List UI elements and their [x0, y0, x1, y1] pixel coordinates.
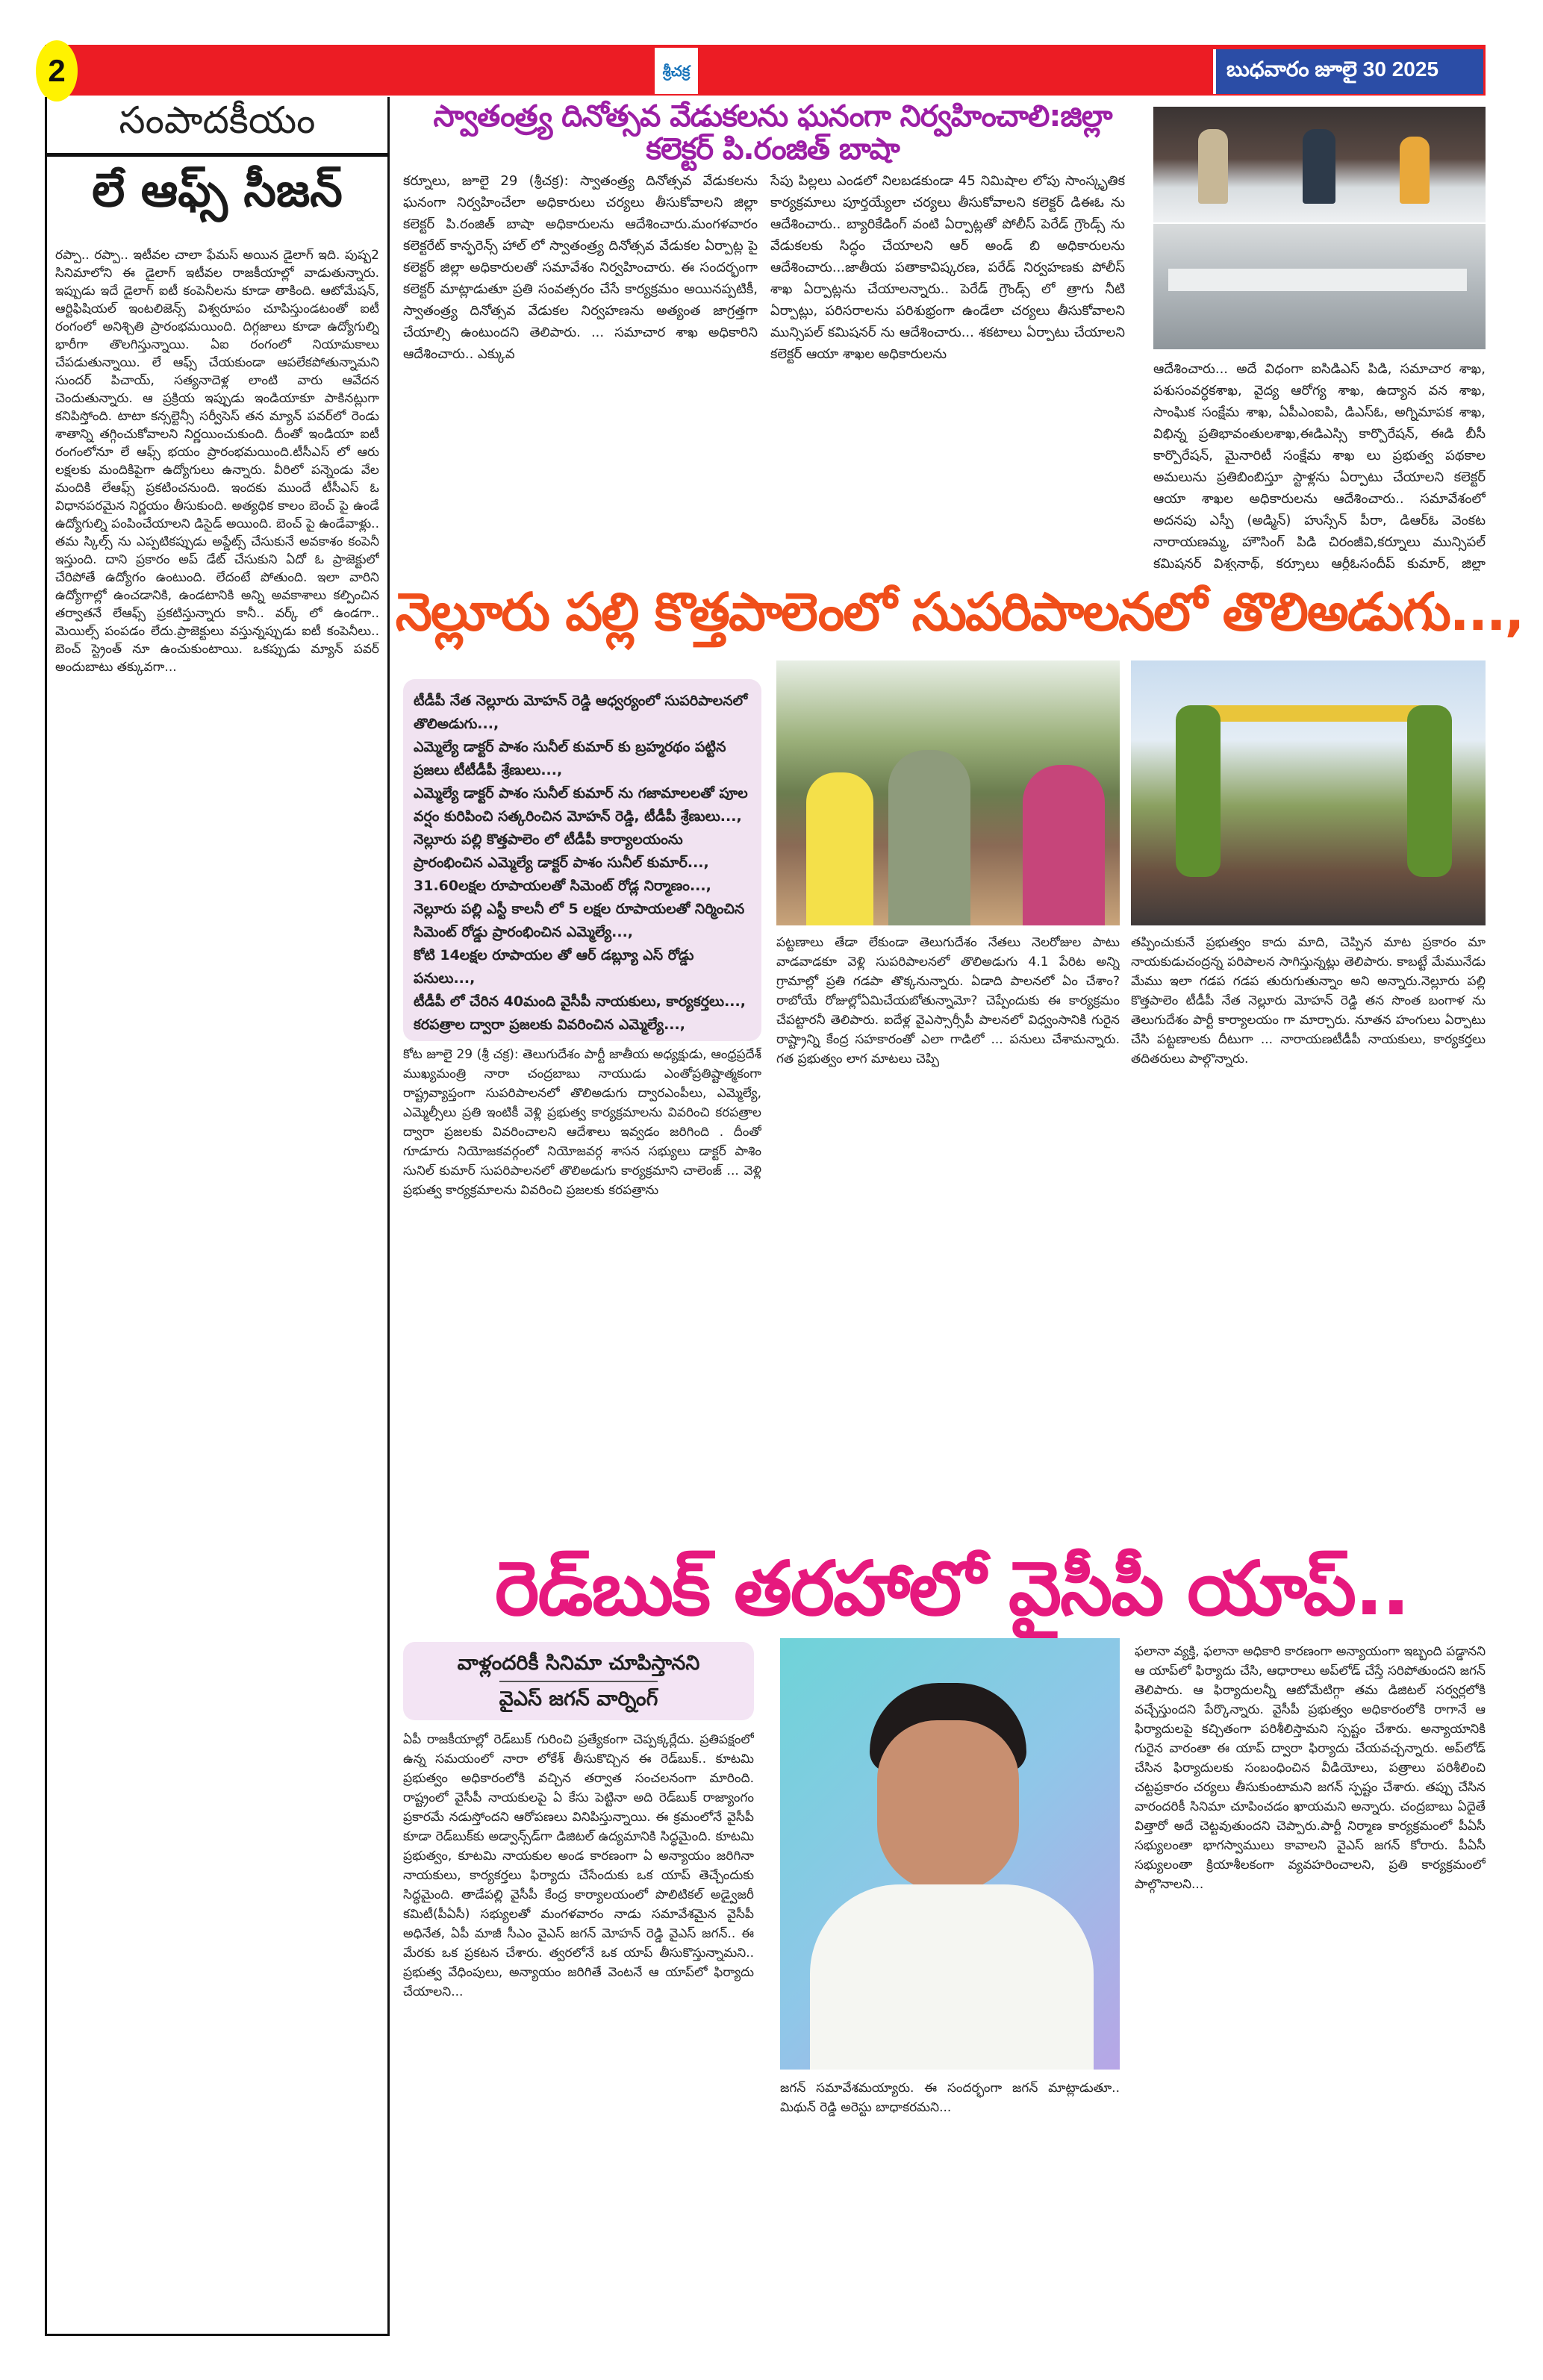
editorial-body: రప్పా.. రప్పా.. ఇటీవల చాలా ఫేమస్ అయిన డైలాగ్ ఇది. పుష్ప2 సినిమాలోని ఈ డైలాగ్ ఇటీవల రాజకీయాల్లో వాడుతున్నారు. ఇప్పుడు ఇదే డైలాగ్ ఐటీ కంపెనీలను కూడా తాకింది. ఆటోమేషన్, ఆర్టిఫిషియల్ ఇంటలిజెన్స్ విశ్వరూపం చూపిస్తుండటంతో ఐటీ రంగంలో అనిశ్చితి ప్రారంభమయింది. దిగ్గజాలు కూడా ఉద్యోగుల్ని భారీగా తొలగిస్తున్నాయి. ఏఐ రంగంలో నియామకాలు చేపడుతున్నాయి. లే ఆఫ్స్ చేయకుండా ఆపలేకపోతున్నామని సుందర్ పిచాయ్, సత్యనాదెళ్ల లాంటి వారు ఆవేదన చెందుతున్నారు. ఆ ప్రక్రియ ఇప్పుడు ఇండియాకూ పాకినట్లుగా కనిపిస్తోంది. టాటా కన్సల్టెన్సీ సర్వీసెస్ తన మ్యాన్ పవర్‌లో రెండు శాతాన్ని తగ్గించుకోవాలని నిర్ణయించుకుంది. దీంతో ఇండియా ఐటీ రంగంలోనూ లే ఆఫ్స్ భయం ప్రారంభమయింది.టీసీఎస్ లో ఆరు లక్షలకు మందికిపైగా ఉద్యోగులు ఉన్నారు. వీరిలో పన్నెండు వేల మందికి లేఆఫ్స్ ప్రకటించనుంది. ఇందకు ముందే టీసీఎస్ ఓ విధానపరమైన నిర్ణయం తీసుకుంది. అత్యధిక కాలం బెంచ్ పై ఉండే ఉద్యోగుల్ని పంపించేయాలని డిసైడ్ అయింది. బెంచ్ పై ఉండేవాళ్లు.. తమ స్కిల్స్ ను ఎప్పటికప్పుడు అప్డేట్స్ చేసుకునే అవకాశం కంపెనీ ఇస్తుంది. దాని ప్రకారం అప్ డేట్ చేసుకుని ఏదో ఓ ప్రాజెక్టులో చేరిపోతే ఉద్యోగం ఉంటుంది. లేదంటే పోతుంది. ఇలా వారిని ఉద్యోగాల్లో ఉంచడానికి, ఉండటానికి అన్ని అవకాశాలు కల్పించిన తర్వాతనే లేఆఫ్స్ ప్రకటిస్తున్నారు కానీ.. వర్క్ లో ఉండగా.. మెయిల్స్ పంపడం లేదు.ప్రాజెక్టులు వస్తున్నప్పుడు ఐటీ కంపెనీలు.. బెంచ్ స్ట్రెంత్ నూ ఉంచుకుంటాయి. ఒకప్పుడు మ్యాన్ పవర్ అందుబాటు తక్కువగా... [55, 248, 379, 675]
photo-ys-jagan [780, 1638, 1120, 2070]
article3-col1: ఏపీ రాజకీయాల్లో రెడ్‌బుక్ గురించి ప్రత్యేకంగా చెప్పక్కర్లేదు. ప్రతిపక్షంలో ఉన్న సమయంలో నారా లోకేశ్ తీసుకొచ్చిన ఈ రెడ్‌బుక్.. కూటమి ప్రభుత్వం అధికారంలోకి వచ్చిన తర్వాత సంచలనంగా మారింది. రాష్ట్రంలో వైసీపీ నాయకులపై ఏ కేసు పెట్టినా అది రెడ్‌బుక్ రాజ్యాంగం ప్రకారమే నడుస్తోందని ఆరోపణలు వినిపిస్తున్నాయి. ఈ క్రమంలోనే వైసీపీ కూడా రెడ్‌బుక్‌కు అడ్వాన్స్‌డ్‌గా డిజిటల్ ఉద్యమానికి సిద్ధమైంది. కూటమి ప్రభుత్వం, కూటమి నాయకుల అండ కారణంగా ఏ అన్యాయం జరిగినా నాయకులు, కార్యకర్తలు ఫిర్యాదు చేసేందుకు ఒక యాప్ తెచ్చేందుకు సిద్ధమైంది. తాడేపల్లి వైసీపీ కేంద్ర కార్యాలయంలో పొలిటికల్ అడ్వైజరీ కమిటీ(పీఏసీ) సభ్యులతో మంగళవారం నాడు సమావేశమైన వైసీపీ అధినేత, ఏపీ మాజీ సీఎం వైఎస్ జగన్ మోహన్ రెడ్డి వైఎస్ జగన్.. ఈ మేరకు ఒక ప్రకటన చేశారు. త్వరలోనే ఒక యాప్ తీసుకొస్తున్నామని.. ప్రభుత్వ వేధింపులు, అన్యాయం జరిగితే వెంటనే ఆ యాప్‌లో ఫిర్యాదు చేయాలని... [403, 1732, 754, 1999]
highlight-item: నెల్లూరు పల్లి కొత్తపాలెం లో టీడీపీ కార్యాలయంను ప్రారంభించిన ఎమ్మెల్యే డాక్టర్ పాశం సునీల్ కుమార్..., [414, 831, 709, 871]
photo-figure [1303, 129, 1335, 204]
newspaper-logo: శ్రీచక్ర [655, 48, 698, 94]
subheading-line: వైఎస్ జగన్ వార్నింగ్ [499, 1681, 658, 1717]
page-number-badge: 2 [36, 40, 78, 101]
photo-figure [1023, 765, 1105, 925]
editorial-label: సంపాదకీయం [45, 97, 390, 157]
article3-headline: రెడ్‌బుక్ తరహాలో వైసీపీ యాప్.. [495, 1545, 1409, 1632]
editorial-title: లే ఆఫ్స్ సీజన్ [92, 163, 343, 217]
photo-garland [1176, 705, 1221, 877]
photo-meeting-hall [1153, 224, 1486, 349]
highlight-item: కోటి 14లక్షల రూపాయల తో ఆర్ డబ్ల్యూ ఎస్ రోడ్డు పనులు..., [414, 947, 694, 987]
article2-col2: పట్టణాలు తేడా లేకుండా తెలుగుదేశం నేతలు నెలరోజుల పాటు వాడవాడకూ వెళ్లి సుపరిపాలనలో తొలిఅడుగు 4.1 పేరిట అన్ని గ్రామాల్లో ప్రతి గడపా తొక్కనున్నారు. ఏడాది పాలనలో ఏం చేశాం? రాబోయే రోజుల్లోఏమిచేయబోతున్నామో? చెప్పేందుకు ఈ కార్యక్రమం చేపట్టారనీ తెలిపారు. ఐదేళ్ల వైఎస్సార్సీపీ పాలనలో విధ్వంసానికి గురైన రాష్ట్రాన్ని కేంద్ర సహకారంతో ఎలా గాడిలో ... పనులు చేశామన్నారు. గత ప్రభుత్వం లాగ మాటలు చెప్పి [776, 935, 1120, 1066]
article3-col2: జగన్ సమావేశమయ్యారు. ఈ సందర్భంగా జగన్ మాట్లాడుతూ.. మిథున్ రెడ్డి అరెస్టు బాధాకరమని... [780, 2081, 1120, 2115]
photo-collector-meeting [1153, 107, 1486, 222]
highlight-item: టీడీపీ లో చేరిన 40మంది వైసీపీ నాయకులు, కార్యకర్తలు..., [414, 993, 746, 1010]
article1-col1: కర్నూలు, జూలై 29 (శ్రీచక్ర): స్వాతంత్ర్య దినోత్సవ వేడుకలను ఘనంగా నిర్వహించేలా అధికారులు చర్యలు తీసుకోవాలని జిల్లా కలెక్టర్ పి.రంజిత్ బాషా అధికారులను ఆదేశించారు.మంగళవారం కలెక్టరేట్ కాన్ఫరెన్స్ హాల్ లో స్వాతంత్ర్య దినోత్సవ వేడుకల ఏర్పాట్ల పై కలెక్టర్ జిల్లా అధికారులతో సమావేశం నిర్వహించారు. ఈ సందర్భంగా కలెక్టర్ మాట్లాడుతూ ప్రతి సంవత్సరం చేసే కార్యక్రమం అయినప్పటికీ, స్వాతంత్ర్య దినోత్సవ వేడుకల నిర్వహణను అత్యంత జాగ్రత్తగా చేయాల్సి ఉంటుందని తెలిపారు. ... సమాచార శాఖ అధికారిని ఆదేశించారు.. ఎక్కువ [403, 173, 758, 362]
highlight-item: 31.60లక్షల రూపాయలతో సిమెంట్ రోడ్ల నిర్మాణం..., [414, 878, 711, 894]
article3-col3: ఫలానా వ్యక్తి, ఫలానా అధికారి కారణంగా అన్యాయంగా ఇబ్బంది పడ్డానని ఆ యాప్‌లో ఫిర్యాదు చేసి, ఆధారాలు అప్‌లోడ్ చేస్తే సరిపోతుందని జగన్ తెలిపారు. ఆ ఫిర్యాదులన్నీ ఆటోమేటిగ్గా తమ డిజిటల్ సర్వర్లలోకి వచ్చేస్తుందని పేర్కొన్నారు. వైసీపీ ప్రభుత్వం అధికారంలోకి రాగానే ఆ ఫిర్యాదులపై కచ్చితంగా పరిశీలిస్తామని స్పష్టం చేశారు. అన్యాయానికి గురైన వారంతా ఈ యాప్ ద్వారా ఫిర్యాదు చేయవచ్చన్నారు. అప్‌లోడ్ చేసిన ఫిర్యాదులకు సంబంధించిన వీడియోలు, పత్రాలు పరిశీలించి చట్టప్రకారం చర్యలు తీసుకుంటామని జగన్ స్పష్టం చేశారు. తప్పు చేసిన వారందరికీ సినిమా చూపించడం ఖాయమని అన్నారు. చంద్రబాబు ఏదైతే విత్తారో అదే చెట్టవుతుందని చెప్పారు.పార్టీ నిర్మాణ కార్యక్రమంలో పీఏసీ సభ్యులంతా భాగస్వాములు కావాలని వైఎస్ జగన్ కోరారు. పీఏసీ సభ్యులంతా క్రియాశీలకంగా వ్యవహరించాలని, ప్రతి కార్యక్రమంలో పాల్గొనాలని... [1135, 1644, 1486, 1892]
highlight-item: టీడీపీ నేత నెల్లూరు మోహన్ రెడ్డి ఆధ్వర్యంలో సుపరిపాలనలో తొలిఅడుగు..., [414, 693, 748, 732]
photo-garland [1407, 705, 1452, 877]
article1-col3: ఆదేశించారు... అదే విధంగా ఐసిడిఎస్ పిడి, సమాచార శాఖ, పశుసంవర్ధకశాఖ, వైద్య ఆరోగ్య శాఖ, ఉద్యాన వన శాఖ, సాంఘిక సంక్షేమ శాఖ, ఏపీఎంఐపి, డిఎస్ఓ, అగ్నిమాపక శాఖ, విభిన్న ప్రతిభావంతులశాఖ,ఈడిఎస్సి కార్పొరేషన్, ఈడి బీసీ కార్పొరేషన్, మైనారిటీ సంక్షేమ శాఖ లు ప్రభుత్వ పథకాల అమలును ప్రతిబింబిస్తూ స్టాళ్లను ఏర్పాటు చేయాలని కలెక్టర్ ఆయా శాఖల అధికారులను ఆదేశించారు.. సమావేశంలో అదనపు ఎస్పీ (అడ్మిన్) హుస్సేన్ పీరా, డిఆర్ఓ వెంకట నారాయణమ్మ, హౌసింగ్ పిడి చిరంజీవి,కర్నూలు మున్సిపల్ కమిషనర్ విశ్వనాథ్, కర్నూలు ఆర్డీఓసందీప్ కుమార్, జిల్లా [1153, 361, 1486, 571]
photo-table [1168, 269, 1467, 291]
article1-headline: స్వాతంత్ర్య దినోత్సవ వేడుకలను ఘనంగా నిర్వహించాలి:జిల్లా కలెక్టర్ పి.రంజిత్ బాషా [433, 99, 1112, 166]
photo-face [877, 1720, 1019, 1892]
highlight-item: కరపత్రాల ద్వారా ప్రజలకు వివరించిన ఎమ్మెల్యే..., [414, 1016, 685, 1033]
article3-subheading-box [403, 1642, 754, 1720]
photo-figure [1400, 137, 1430, 204]
article2-headline: నెల్లూరు పల్లి కొత్తపాలెంలో సుపరిపాలనలో తొలిఅడుగు..., [395, 581, 1524, 643]
photo-shirt [810, 1884, 1094, 2070]
article2-col3: తప్పించుకునే ప్రభుత్వం కాదు మాది, చెప్పిన మాట ప్రకారం మా నాయకుడుచంద్రన్న పరిపాలన సాగిస్తున్నట్లు తెలిపారు. కాబట్టే మేమునేడు మేము ఇలా గడప గడప తురుగుతున్నాం అని అన్నారు.నెల్లూరు పల్లి కొత్తపాలెం టీడీపీ నేత నెల్లూరు మోహన్ రెడ్డి తన సొంత బంగాళ ను తెలుగుదేశం పార్టీ కార్యాలయం గా మార్చారు. నూతన హంగులు ఏర్పాటు చేసి పట్టణాలకు దీటుగా ... నారాయణటీడీపీ నాయకులు, కార్యకర్తలు తదితరులు పాల్గొన్నారు. [1131, 935, 1486, 1066]
photo-mla-with-people [776, 660, 1120, 925]
photo-figure [888, 750, 970, 925]
article2-highlights-box [403, 679, 761, 1041]
photo-figure [806, 772, 873, 925]
photo-figure [1198, 129, 1228, 204]
highlight-item: ఎమ్మెల్యే డాక్టర్ పాశం సునీల్ కుమార్ ను గజామాలలతో పూల వర్షం కురిపించి సత్కరించిన మోహన్ రెడ్డి, టీడీపీ శ్రేణులు..., [414, 785, 748, 825]
highlight-item: ఎమ్మెల్యే డాక్టర్ పాశం సునీల్ కుమార్ కు బ్రహ్మరథం పట్టిన ప్రజలు టీటీడీపీ శ్రేణులు..., [414, 739, 726, 778]
issue-date: బుధవారం జూలై 30 2025 [1213, 49, 1483, 94]
article1-col2: సేపు పిల్లలు ఎండలో నిలబడకుండా 45 నిమిషాల లోపు సాంస్కృతిక కార్యక్రమాలు పూర్తయ్యేలా చర్యలు తీసుకోవాలని కలెక్టర్ డిఈఓ ను ఆదేశించారు.. బ్యారికేడింగ్ వంటి ఏర్పాట్లతో పోలీస్ పెరేడ్ గ్రౌండ్స్ ను వేడుకలకు సిద్ధం చేయాలని ఆర్ అండ్ బి అధికారులను ఆదేశించారు...జాతీయ పతాకావిష్కరణ, పరేడ్ నిర్వహణకు పోలీస్ శాఖ ఏర్పాట్లను చేయాలన్నారు.. పెరేడ్ గ్రౌండ్స్ లో త్రాగు నీటి ఏర్పాట్లు, పరిసరాలను పరిశుభ్రంగా ఉండేలా చర్యలు తీసుకోవాలని మున్సిపల్ కమిషనర్ ను ఆదేశించారు... శకటాలు ఏర్పాటు చేయాలని కలెక్టర్ ఆయా శాఖల అధికారులను [770, 173, 1125, 362]
subheading-line: వాళ్లందరికీ సినిమా చూపిస్తానని [457, 1651, 700, 1675]
photo-garland-felicitation [1131, 660, 1486, 925]
article2-col1: కోట జూలై 29 (శ్రీ చక్ర): తెలుగుదేశం పార్టీ జాతీయ అధ్యక్షుడు, ఆంధ్రప్రదేశ్ ముఖ్యమంత్రి నారా చంద్రబాబు నాయుడు ఎంతోప్రతిష్టాత్మకంగా రాష్ట్రవ్యాప్తంగా సుపరిపాలనలో తొలిఅడుగు ద్వారఎంపీలు, ఎమ్మెల్యే, ఎమ్మెల్సీలు ప్రతి ఇంటికీ వెళ్లి ప్రభుత్వ కార్యక్రమాలను వివరించి కరపత్రాల ద్వారా ప్రజలకు వివరించాలని ఆదేశాలు ఇవ్వడం జరిగింది . దీంతో గూడూరు నియోజకవర్గంలో నియోజవర్గ శాసన సభ్యులు డాక్టర్ పాశిం సునిల్ కుమార్ సుపరిపాలనలో తొలిఅడుగు కార్యక్రమాని చాలెంజ్ ... వెళ్లి ప్రభుత్వ కార్యక్రమాలను వివరించి ప్రజలకు కరపత్రాను [403, 1047, 761, 1198]
highlight-item: నెల్లూరు పల్లి ఎస్టీ కాలనీ లో 5 లక్షల రూపాయలతో నిర్మించిన సిమెంట్ రోడ్డు ప్రారంభించిన ఎమ్మెల్యే..., [414, 901, 745, 940]
